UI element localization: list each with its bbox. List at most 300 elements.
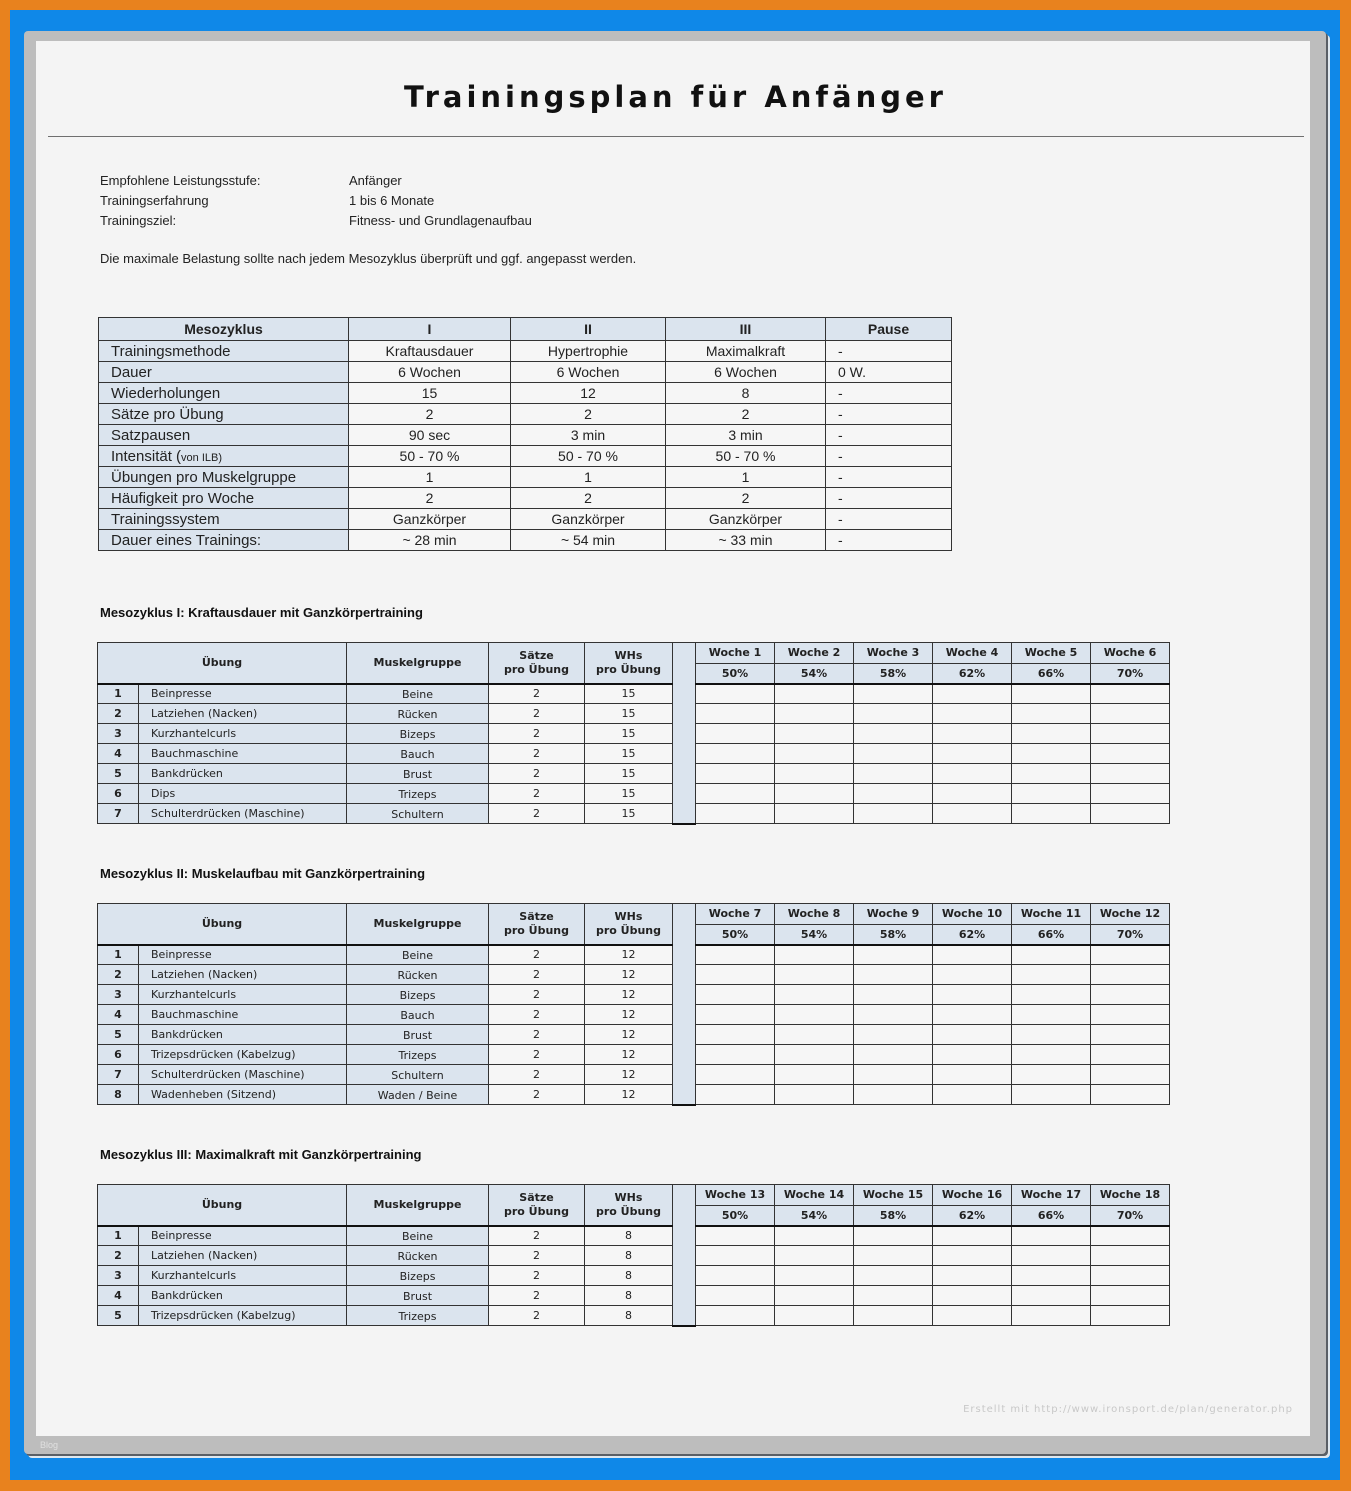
label-text: Dauer eines Trainings: [111, 531, 262, 549]
week-log-cell[interactable] [775, 684, 854, 704]
week-log-cell[interactable] [933, 684, 1012, 704]
sets-value: 2 [489, 804, 585, 824]
week-log-cell[interactable] [854, 1226, 933, 1246]
week-log-cell[interactable] [1012, 1226, 1091, 1246]
exercise-row [98, 1286, 1170, 1306]
week-log-cell[interactable] [933, 704, 1012, 724]
label-text: Häufigkeit pro Woche [111, 489, 255, 507]
week-intensity: 66% [1012, 663, 1091, 684]
info-label: Trainingserfahrung [100, 193, 209, 208]
week-log-cell[interactable] [1012, 1286, 1091, 1306]
week-log-cell[interactable] [775, 804, 854, 824]
summary-row-label [99, 383, 349, 404]
week-log-cell[interactable] [696, 965, 775, 985]
exercise-row [98, 1266, 1170, 1286]
sets-value: 2 [489, 704, 585, 724]
week-log-cell[interactable] [933, 1286, 1012, 1306]
summary-cell: 2 [666, 404, 826, 425]
info-row [100, 191, 532, 211]
week-log-cell[interactable] [933, 1306, 1012, 1326]
week-log-cell[interactable] [1012, 1306, 1091, 1326]
exercise-name: Beinpresse [139, 945, 347, 965]
reps-value: 15 [585, 764, 673, 784]
week-log-cell[interactable] [696, 1226, 775, 1246]
week-log-cell[interactable] [854, 684, 933, 704]
week-log-cell[interactable] [933, 1246, 1012, 1266]
sets-header-line: pro Übung [503, 1204, 570, 1218]
week-log-cell[interactable] [775, 1065, 854, 1085]
week-log-cell[interactable] [1091, 684, 1170, 704]
summary-header: II [511, 318, 666, 341]
exercise-number: 5 [98, 1306, 139, 1326]
exercise-number: 8 [98, 1085, 139, 1105]
label-text: Wiederholungen [111, 384, 221, 402]
reps-value: 8 [585, 1306, 673, 1326]
week-log-cell[interactable] [1012, 1246, 1091, 1266]
sets-header [489, 643, 585, 684]
exercise-header: Übung [98, 904, 347, 945]
sets-header-line: Sätze [519, 909, 554, 923]
exercise-row [98, 1085, 1170, 1105]
summary-cell: - [826, 446, 952, 467]
week-log-cell[interactable] [1091, 1306, 1170, 1326]
muscle-group: Bizeps [347, 724, 489, 744]
summary-cell: 1 [511, 467, 666, 488]
exercise-number: 2 [98, 704, 139, 724]
week-header: Woche 9 [854, 904, 933, 925]
week-log-cell[interactable] [696, 784, 775, 804]
exercise-name: Schulterdrücken (Maschine) [139, 1065, 347, 1085]
week-intensity: 66% [1012, 924, 1091, 945]
sets-value: 2 [489, 1045, 585, 1065]
reps-value: 12 [585, 1045, 673, 1065]
summary-row-label [99, 446, 349, 467]
week-log-cell[interactable] [696, 704, 775, 724]
summary-cell: 50 - 70 % [349, 446, 511, 467]
exercise-number: 5 [98, 764, 139, 784]
week-log-cell[interactable] [1091, 1025, 1170, 1045]
week-log-cell[interactable] [1091, 1045, 1170, 1065]
summary-row [99, 509, 952, 530]
summary-cell: 6 Wochen [666, 362, 826, 383]
week-log-cell[interactable] [933, 804, 1012, 824]
week-log-cell[interactable] [696, 1266, 775, 1286]
summary-row [99, 362, 952, 383]
week-log-cell[interactable] [1012, 744, 1091, 764]
week-log-cell[interactable] [775, 1005, 854, 1025]
week-log-cell[interactable] [854, 724, 933, 744]
week-log-cell[interactable] [933, 945, 1012, 965]
week-log-cell[interactable] [1091, 784, 1170, 804]
week-log-cell[interactable] [1091, 985, 1170, 1005]
summary-cell: ~ 33 min [666, 530, 826, 551]
week-log-cell[interactable] [696, 744, 775, 764]
week-log-cell[interactable] [775, 985, 854, 1005]
week-log-cell[interactable] [933, 965, 1012, 985]
sets-header-line: pro Übung [503, 923, 570, 937]
reps-value: 15 [585, 784, 673, 804]
week-log-cell[interactable] [1091, 1226, 1170, 1246]
week-log-cell[interactable] [854, 1266, 933, 1286]
reps-value: 15 [585, 704, 673, 724]
week-header: Woche 13 [696, 1185, 775, 1206]
reps-value: 12 [585, 965, 673, 985]
sets-header-line: Sätze [519, 648, 554, 662]
exercise-row [98, 724, 1170, 744]
exercise-name: Kurzhantelcurls [139, 985, 347, 1005]
week-log-cell[interactable] [854, 945, 933, 965]
reps-value: 12 [585, 1065, 673, 1085]
week-log-cell[interactable] [854, 1005, 933, 1025]
reps-header-line: WHs [614, 648, 643, 662]
summary-cell: 50 - 70 % [511, 446, 666, 467]
week-log-cell[interactable] [933, 1266, 1012, 1286]
week-intensity: 70% [1091, 1205, 1170, 1226]
week-log-cell[interactable] [933, 724, 1012, 744]
cycle-1-table [97, 642, 1170, 825]
week-log-cell[interactable] [1091, 704, 1170, 724]
week-log-cell[interactable] [696, 1025, 775, 1045]
summary-cell: 0 W. [826, 362, 952, 383]
exercise-number: 7 [98, 1065, 139, 1085]
week-header: Woche 11 [1012, 904, 1091, 925]
summary-cell: 50 - 70 % [666, 446, 826, 467]
reps-value: 15 [585, 804, 673, 824]
exercise-row [98, 1025, 1170, 1045]
week-log-cell[interactable] [1012, 965, 1091, 985]
week-log-cell[interactable] [1012, 985, 1091, 1005]
info-label: Trainingsziel: [100, 213, 177, 228]
week-log-cell[interactable] [854, 704, 933, 724]
label-text: Intensität ( [111, 447, 182, 465]
exercise-name: Trizepsdrücken (Kabelzug) [139, 1306, 347, 1326]
week-log-cell[interactable] [1012, 764, 1091, 784]
reps-value: 12 [585, 1085, 673, 1105]
summary-cell: Ganzkörper [349, 509, 511, 530]
exercise-row [98, 804, 1170, 824]
week-log-cell[interactable] [1091, 945, 1170, 965]
sets-value: 2 [489, 744, 585, 764]
week-log-cell[interactable] [775, 945, 854, 965]
reps-header [585, 1185, 673, 1226]
week-intensity: 50% [696, 1205, 775, 1226]
week-log-cell[interactable] [696, 1085, 775, 1105]
summary-row [99, 530, 952, 551]
week-header: Woche 3 [854, 643, 933, 664]
reps-value: 15 [585, 724, 673, 744]
summary-cell: 1 [349, 467, 511, 488]
exercise-row [98, 684, 1170, 704]
sets-value: 2 [489, 965, 585, 985]
summary-row-label [99, 467, 349, 488]
reps-header-line: WHs [614, 909, 643, 923]
muscle-group: Bauch [347, 1005, 489, 1025]
week-log-cell[interactable] [854, 965, 933, 985]
muscle-group: Brust [347, 764, 489, 784]
summary-row-label [99, 488, 349, 509]
week-log-cell[interactable] [696, 724, 775, 744]
summary-row [99, 404, 952, 425]
sets-value: 2 [489, 1226, 585, 1246]
week-log-cell[interactable] [775, 764, 854, 784]
reps-value: 12 [585, 1025, 673, 1045]
summary-header: Mesozyklus [99, 318, 349, 341]
week-log-cell[interactable] [696, 985, 775, 1005]
week-log-cell[interactable] [1091, 1266, 1170, 1286]
week-log-cell[interactable] [775, 1025, 854, 1045]
week-log-cell[interactable] [696, 764, 775, 784]
sets-value: 2 [489, 945, 585, 965]
week-log-cell[interactable] [696, 1045, 775, 1065]
sets-value: 2 [489, 724, 585, 744]
summary-cell: 2 [349, 404, 511, 425]
summary-cell: Kraftausdauer [349, 341, 511, 362]
reps-header [585, 904, 673, 945]
week-log-cell[interactable] [933, 985, 1012, 1005]
week-log-cell[interactable] [933, 764, 1012, 784]
exercise-row [98, 744, 1170, 764]
exercise-name: Latziehen (Nacken) [139, 704, 347, 724]
exercise-name: Bauchmaschine [139, 1005, 347, 1025]
muscle-group: Trizeps [347, 784, 489, 804]
week-log-cell[interactable] [1012, 804, 1091, 824]
week-log-cell[interactable] [854, 985, 933, 1005]
week-log-cell[interactable] [696, 945, 775, 965]
exercise-name: Dips [139, 784, 347, 804]
info-row [100, 211, 532, 231]
sets-value: 2 [489, 985, 585, 1005]
week-log-cell[interactable] [1091, 764, 1170, 784]
sets-value: 2 [489, 1306, 585, 1326]
exercise-row [98, 784, 1170, 804]
week-log-cell[interactable] [1012, 1085, 1091, 1105]
week-log-cell[interactable] [854, 764, 933, 784]
summary-cell: 3 min [666, 425, 826, 446]
week-log-cell[interactable] [775, 744, 854, 764]
week-log-cell[interactable] [696, 804, 775, 824]
label-text: Trainingsmethode [111, 342, 231, 360]
week-log-cell[interactable] [775, 1306, 854, 1326]
reps-value: 15 [585, 684, 673, 704]
exercise-header: Übung [98, 1185, 347, 1226]
reps-value: 8 [585, 1286, 673, 1306]
exercise-number: 2 [98, 1246, 139, 1266]
week-log-cell[interactable] [854, 1065, 933, 1085]
label-text: Sätze pro Übung [111, 405, 224, 423]
week-log-cell[interactable] [775, 784, 854, 804]
muscle-group: Bizeps [347, 985, 489, 1005]
exercise-number: 2 [98, 965, 139, 985]
week-log-cell[interactable] [1012, 724, 1091, 744]
week-header: Woche 16 [933, 1185, 1012, 1206]
week-log-cell[interactable] [696, 1005, 775, 1025]
summary-cell: - [826, 383, 952, 404]
title-divider [48, 136, 1304, 137]
week-log-cell[interactable] [1091, 1085, 1170, 1105]
week-log-cell[interactable] [775, 704, 854, 724]
summary-cell: - [826, 425, 952, 446]
summary-cell: Hypertrophie [511, 341, 666, 362]
week-log-cell[interactable] [933, 744, 1012, 764]
summary-cell: 2 [349, 488, 511, 509]
week-log-cell[interactable] [1091, 965, 1170, 985]
exercise-row [98, 945, 1170, 965]
week-log-cell[interactable] [1012, 1005, 1091, 1025]
plan-header-row [98, 643, 1170, 664]
week-log-cell[interactable] [933, 1085, 1012, 1105]
week-intensity: 58% [854, 663, 933, 684]
exercise-name: Latziehen (Nacken) [139, 965, 347, 985]
week-header: Woche 6 [1091, 643, 1170, 664]
sets-value: 2 [489, 1266, 585, 1286]
summary-cell: ~ 28 min [349, 530, 511, 551]
summary-cell: 6 Wochen [349, 362, 511, 383]
mesocycle-summary-table [98, 317, 952, 551]
week-log-cell[interactable] [933, 1025, 1012, 1045]
summary-row [99, 425, 952, 446]
week-log-cell[interactable] [1012, 1266, 1091, 1286]
exercise-number: 3 [98, 1266, 139, 1286]
week-log-cell[interactable] [933, 784, 1012, 804]
week-log-cell[interactable] [1091, 804, 1170, 824]
info-value: Fitness- und Grundlagenaufbau [349, 213, 532, 228]
week-log-cell[interactable] [933, 1045, 1012, 1065]
summary-row-label [99, 362, 349, 383]
separator-column [673, 904, 696, 1105]
week-log-cell[interactable] [1091, 724, 1170, 744]
week-log-cell[interactable] [933, 1065, 1012, 1085]
week-log-cell[interactable] [854, 1045, 933, 1065]
sets-value: 2 [489, 1286, 585, 1306]
week-log-cell[interactable] [1012, 945, 1091, 965]
week-log-cell[interactable] [775, 724, 854, 744]
week-log-cell[interactable] [933, 1226, 1012, 1246]
summary-cell: - [826, 488, 952, 509]
exercise-row [98, 965, 1170, 985]
week-log-cell[interactable] [696, 1306, 775, 1326]
week-log-cell[interactable] [1012, 704, 1091, 724]
week-log-cell[interactable] [1012, 1045, 1091, 1065]
cycle-3-table [97, 1184, 1170, 1327]
week-log-cell[interactable] [696, 1286, 775, 1306]
week-header: Woche 12 [1091, 904, 1170, 925]
exercise-name: Kurzhantelcurls [139, 724, 347, 744]
week-log-cell[interactable] [854, 1286, 933, 1306]
exercise-number: 4 [98, 1286, 139, 1306]
week-intensity: 54% [775, 663, 854, 684]
muscle-group: Brust [347, 1025, 489, 1045]
week-log-cell[interactable] [775, 1246, 854, 1266]
week-log-cell[interactable] [1091, 1065, 1170, 1085]
week-header: Woche 17 [1012, 1185, 1091, 1206]
exercise-number: 5 [98, 1025, 139, 1045]
week-log-cell[interactable] [1012, 1025, 1091, 1045]
muscle-group: Rücken [347, 1246, 489, 1266]
muscle-group: Beine [347, 945, 489, 965]
summary-header: I [349, 318, 511, 341]
week-log-cell[interactable] [854, 1246, 933, 1266]
label-text: Dauer [111, 363, 152, 381]
reps-value: 8 [585, 1226, 673, 1246]
exercise-row [98, 1005, 1170, 1025]
week-log-cell[interactable] [775, 1085, 854, 1105]
summary-cell: 6 Wochen [511, 362, 666, 383]
summary-header: III [666, 318, 826, 341]
week-log-cell[interactable] [775, 1045, 854, 1065]
week-log-cell[interactable] [933, 1005, 1012, 1025]
week-log-cell[interactable] [1012, 784, 1091, 804]
week-log-cell[interactable] [775, 1226, 854, 1246]
muscle-group: Bauch [347, 744, 489, 764]
week-log-cell[interactable] [854, 804, 933, 824]
week-log-cell[interactable] [696, 1246, 775, 1266]
week-log-cell[interactable] [1091, 1286, 1170, 1306]
muscle-group: Rücken [347, 704, 489, 724]
week-header: Woche 1 [696, 643, 775, 664]
summary-row-label [99, 425, 349, 446]
summary-cell: 8 [666, 383, 826, 404]
exercise-name: Bankdrücken [139, 1286, 347, 1306]
adjustment-note: Die maximale Belastung sollte nach jedem Mesozyklus überprüft und ggf. angepasst werden. [100, 251, 637, 266]
reps-header-line: pro Übung [595, 923, 662, 937]
week-log-cell[interactable] [1091, 744, 1170, 764]
summary-cell: 2 [511, 404, 666, 425]
summary-row-label [99, 341, 349, 362]
week-log-cell[interactable] [854, 1025, 933, 1045]
week-log-cell[interactable] [1012, 684, 1091, 704]
week-log-cell[interactable] [1091, 1246, 1170, 1266]
week-log-cell[interactable] [696, 1065, 775, 1085]
week-intensity: 62% [933, 1205, 1012, 1226]
week-log-cell[interactable] [775, 1286, 854, 1306]
week-log-cell[interactable] [775, 965, 854, 985]
week-log-cell[interactable] [775, 1266, 854, 1286]
label-suffix: von ILB) [181, 451, 223, 464]
exercise-number: 1 [98, 1226, 139, 1246]
week-intensity: 70% [1091, 924, 1170, 945]
sets-value: 2 [489, 784, 585, 804]
reps-header-line: pro Übung [595, 662, 662, 676]
label-text: Trainingssystem [111, 510, 220, 528]
muscle-header: Muskelgruppe [347, 1185, 489, 1226]
exercise-row [98, 1226, 1170, 1246]
week-log-cell[interactable] [854, 744, 933, 764]
week-log-cell[interactable] [854, 1085, 933, 1105]
exercise-name: Schulterdrücken (Maschine) [139, 804, 347, 824]
week-log-cell[interactable] [1012, 1065, 1091, 1085]
muscle-group: Trizeps [347, 1306, 489, 1326]
week-intensity: 70% [1091, 663, 1170, 684]
week-intensity: 58% [854, 1205, 933, 1226]
plan-header-row [98, 1185, 1170, 1206]
summary-row [99, 446, 952, 467]
week-log-cell[interactable] [696, 684, 775, 704]
muscle-group: Bizeps [347, 1266, 489, 1286]
week-log-cell[interactable] [854, 784, 933, 804]
summary-cell: Ganzkörper [666, 509, 826, 530]
label-text: Übungen pro Muskelgruppe [111, 468, 297, 486]
week-header: Woche 15 [854, 1185, 933, 1206]
week-intensity: 50% [696, 663, 775, 684]
exercise-number: 3 [98, 985, 139, 1005]
summary-cell: 12 [511, 383, 666, 404]
week-log-cell[interactable] [854, 1306, 933, 1326]
week-log-cell[interactable] [1091, 1005, 1170, 1025]
reps-value: 12 [585, 1005, 673, 1025]
muscle-group: Beine [347, 684, 489, 704]
sets-value: 2 [489, 1005, 585, 1025]
week-intensity: 54% [775, 924, 854, 945]
